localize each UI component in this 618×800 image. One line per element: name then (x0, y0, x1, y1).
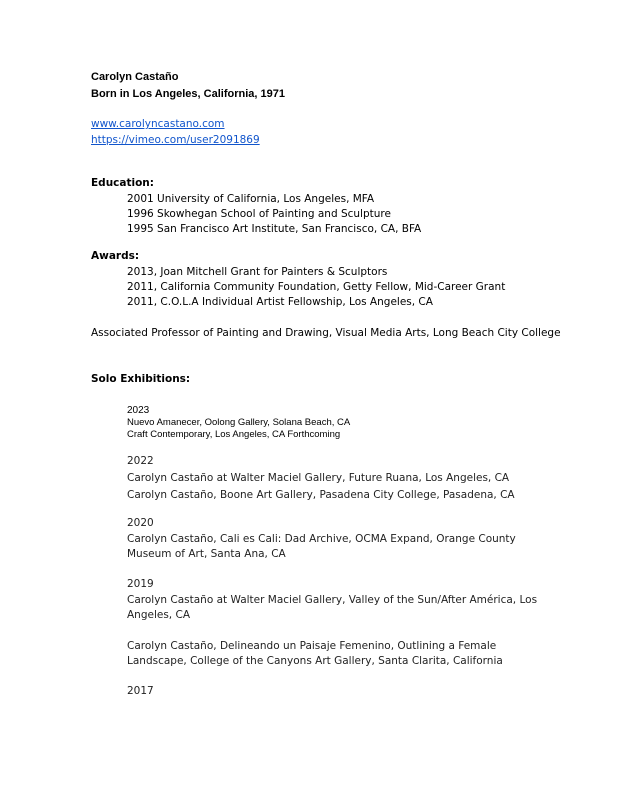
year-2023: 2023 (127, 405, 150, 416)
education-item: 1995 San Francisco Art Institute, San Francisco, CA, BFA (127, 223, 422, 235)
solo-heading: Solo Exhibitions: (91, 373, 191, 385)
education-item: 1996 Skowhegan School of Painting and Sculpture (127, 208, 391, 220)
birth-info: Born in Los Angeles, California, 1971 (91, 88, 285, 100)
exhibition-2022: Carolyn Castaño at Walter Maciel Gallery, Future Ruana, Los Angeles, CA (127, 472, 510, 484)
year-2022: 2022 (127, 455, 154, 467)
year-2020: 2020 (127, 517, 154, 529)
exhibition-2019-line: Angeles, CA (127, 609, 190, 621)
exhibition-2022: Carolyn Castaño, Boone Art Gallery, Pasadena City College, Pasadena, CA (127, 489, 515, 501)
website-link[interactable]: www.carolyncastano.com (91, 118, 225, 130)
year-2019: 2019 (127, 578, 154, 590)
vimeo-link[interactable]: https://vimeo.com/user2091869 (91, 134, 260, 146)
exhibition-2020-line: Carolyn Castaño, Cali es Cali: Dad Archive, OCMA Expand, Orange County (127, 533, 516, 545)
exhibition-2019-line: Landscape, College of the Canyons Art Gallery, Santa Clarita, California (127, 655, 503, 667)
year-2017: 2017 (127, 685, 154, 697)
award-item: 2011, C.O.L.A Individual Artist Fellowship, Los Angeles, CA (127, 296, 433, 308)
exhibition-2019-line: Carolyn Castaño at Walter Maciel Gallery, Valley of the Sun/After América, Los (127, 594, 538, 606)
awards-heading: Awards: (91, 250, 140, 262)
artist-name: Carolyn Castaño (91, 71, 179, 83)
education-heading: Education: (91, 177, 154, 189)
exhibition-2020-line: Museum of Art, Santa Ana, CA (127, 548, 286, 560)
exhibition-2023: Nuevo Amanecer, Oolong Gallery, Solana Beach, CA (127, 417, 351, 428)
education-item: 2001 University of California, Los Angeles, MFA (127, 193, 375, 205)
award-item: 2011, California Community Foundation, Getty Fellow, Mid-Career Grant (127, 281, 506, 293)
exhibition-2023: Craft Contemporary, Los Angeles, CA Forthcoming (127, 429, 341, 440)
position-line: Associated Professor of Painting and Drawing, Visual Media Arts, Long Beach City College (91, 327, 561, 339)
exhibition-2019-line: Carolyn Castaño, Delineando un Paisaje Femenino, Outlining a Female (127, 640, 497, 652)
award-item: 2013, Joan Mitchell Grant for Painters & Sculptors (127, 266, 388, 278)
